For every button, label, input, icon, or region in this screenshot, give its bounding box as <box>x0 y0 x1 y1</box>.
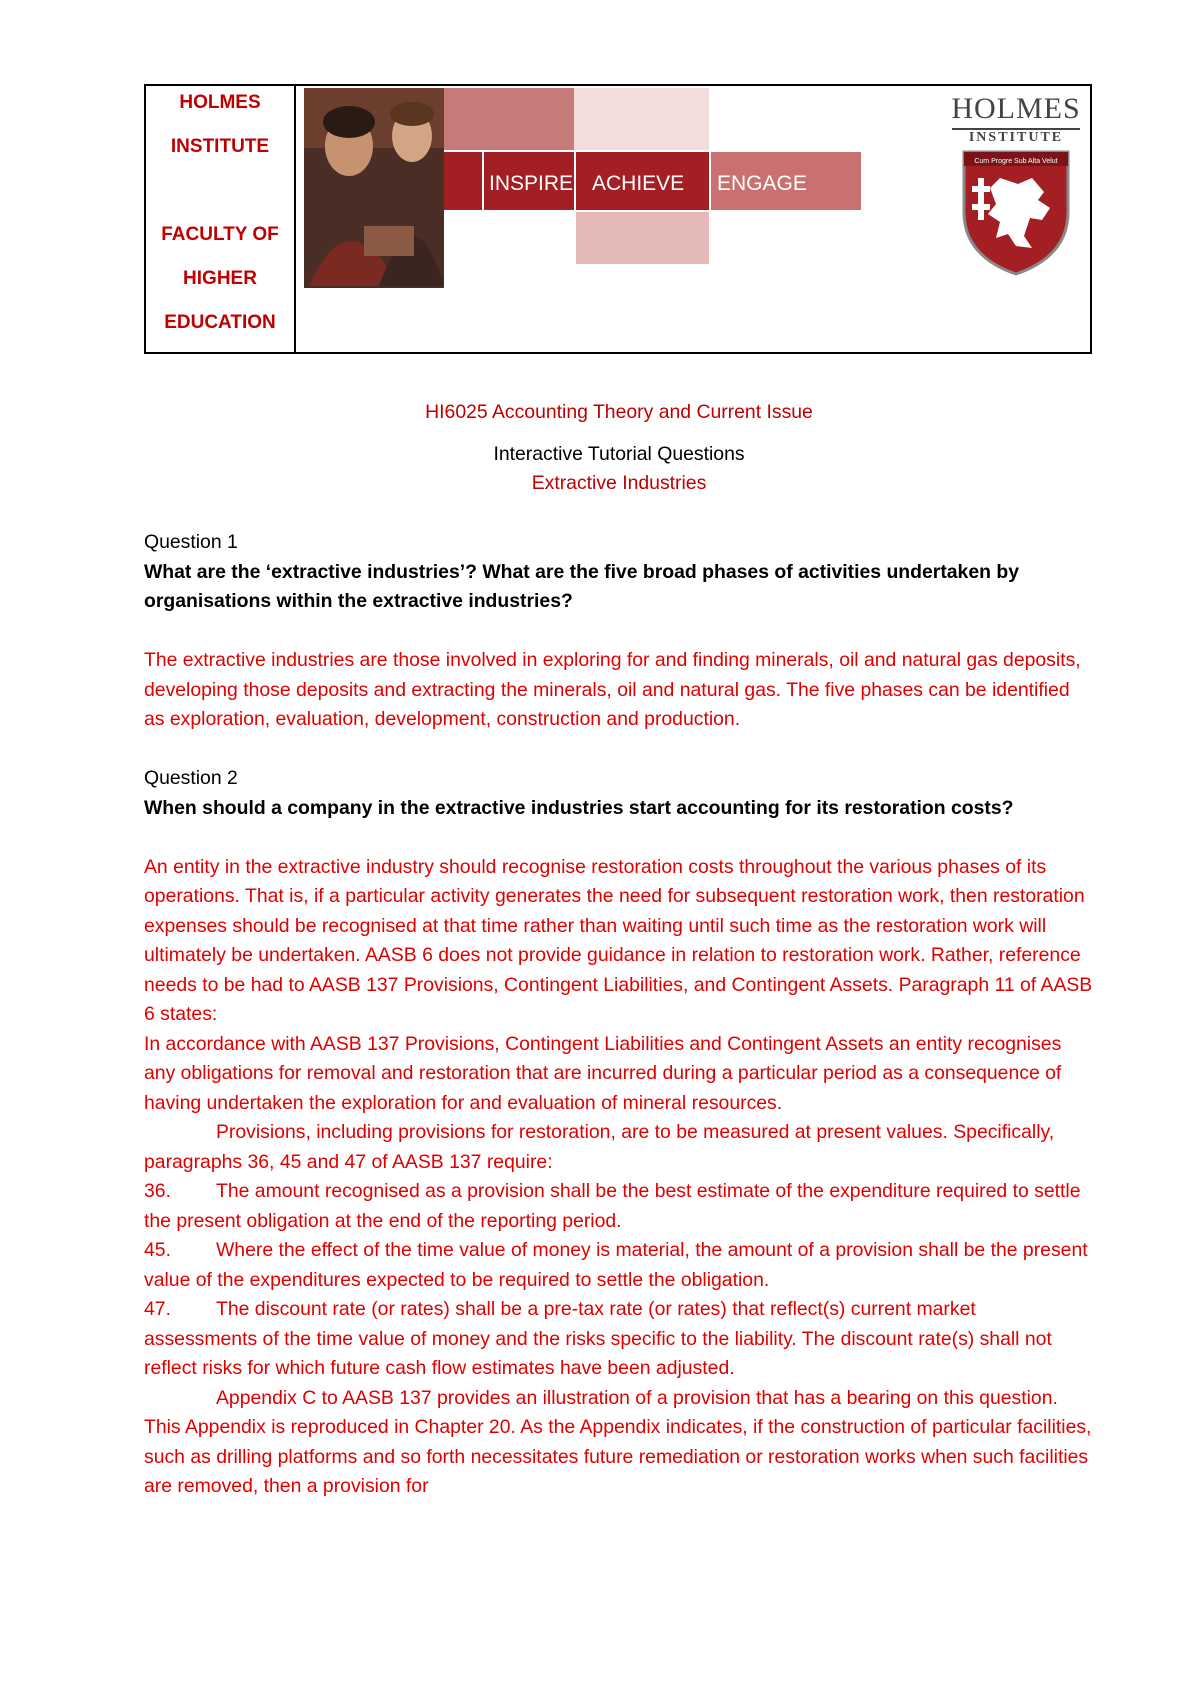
banner-image <box>304 86 934 318</box>
aasb-paragraph <box>144 1295 1094 1384</box>
answer-2-paragraph: Appendix C to AASB 137 provides an illustration of a provision that has a bearing on this question. This Appendix is reproduced in Chapter 20. As the Appendix indicates, if the construction of particular facilities, such as drilling platforms and so forth necessitates future remediation or restoration works when such facilities are removed, then a provision for <box>144 1386 1092 1497</box>
aasb-paragraph-number: 47. <box>144 1298 171 1320</box>
faculty-line: INSTITUTE <box>170 136 270 157</box>
logo-name: HOLMES <box>951 92 1081 125</box>
aasb-paragraph-text: The amount recognised as a provision shall be the best estimate of the expenditure required to settle the present obligation at the end of the reporting period. <box>144 1180 1081 1232</box>
tutorial-subtitle: Interactive Tutorial Questions <box>493 442 745 465</box>
course-title: HI6025 Accounting Theory and Current Issue <box>425 401 813 423</box>
answer-2-paragraph: Provisions, including provisions for restoration, are to be measured at present values. Specifically, paragraphs 36, 45 and 47 of AASB 137 require: <box>144 1121 1055 1173</box>
crest-icon <box>960 148 1072 278</box>
banner-word-inspire: INSPIRE <box>489 172 574 195</box>
answer-1-text: The extractive industries are those involved in exploring for and finding minerals, oil and natural gas deposits, developing those deposits and extracting the minerals, oil and natural gas. The five phases can be identified as exploration, evaluation, development, construction and production. <box>144 649 1081 730</box>
document-body <box>144 398 1094 1502</box>
answer-2 <box>144 853 1094 1502</box>
aasb-paragraph-text: Where the effect of the time value of money is material, the amount of a provision shall be the present value of the expenditures expected to be required to settle the obligation. <box>144 1239 1088 1291</box>
question-1-heading: Question 1 <box>144 531 238 553</box>
header-box <box>144 84 1092 354</box>
crest-motto: Cum Progre Sub Alta Velut <box>974 158 1058 165</box>
aasb-paragraph <box>144 1177 1094 1236</box>
faculty-cell <box>146 86 296 352</box>
aasb-paragraph <box>144 1236 1094 1295</box>
banner-word-engage: ENGAGE <box>717 172 807 195</box>
logo-sub: INSTITUTE <box>968 130 1064 145</box>
aasb-paragraph-number: 45. <box>144 1239 171 1261</box>
answer-2-quote: In accordance with AASB 137 Provisions, Contingent Liabilities and Contingent Assets an entity recognises any obligations for removal and restoration that are incurred during a particular period as a consequence of having undertaken the exploration for and evaluation of mineral resources. <box>144 1032 1062 1114</box>
question-2-text: When should a company in the extractive industries start accounting for its restoration costs? <box>144 796 1014 819</box>
faculty-line: EDUCATION <box>164 312 276 333</box>
aasb-paragraph-text: The discount rate (or rates) shall be a pre-tax rate (or rates) that reflect(s) current market assessments of the time value of money and the risks specific to the liability. The discount rate(s) shall not reflect risks for which future cash flow estimates have been adjusted. <box>144 1298 1052 1379</box>
holmes-logo <box>946 92 1086 292</box>
topic-title: Extractive Industries <box>531 472 707 494</box>
question-2-heading: Question 2 <box>144 767 238 789</box>
aasb-paragraph-number: 36. <box>144 1180 171 1202</box>
faculty-line: HOLMES <box>179 92 261 113</box>
banner-word-achieve: ACHIEVE <box>592 172 685 195</box>
question-1-text: What are the ‘extractive industries’? What are the five broad phases of activities undertaken by organisations within the extractive industries? <box>144 560 1019 612</box>
answer-2-paragraph: An entity in the extractive industry should recognise restoration costs throughout the various phases of its operations. That is, if a particular activity generates the need for subsequent restoration work, then restoration expenses should be recognised at that time rather than waiting until such time as the restoration work will ultimately be undertaken. AASB 6 does not provide guidance in relation to restoration work. Rather, reference needs to be had to AASB 137 Provisions, Contingent Liabilities, and Contingent Assets. Paragraph 11 of AASB 6 states: <box>144 855 1093 1025</box>
faculty-line: HIGHER <box>183 268 257 289</box>
faculty-line: FACULTY OF <box>161 224 279 245</box>
